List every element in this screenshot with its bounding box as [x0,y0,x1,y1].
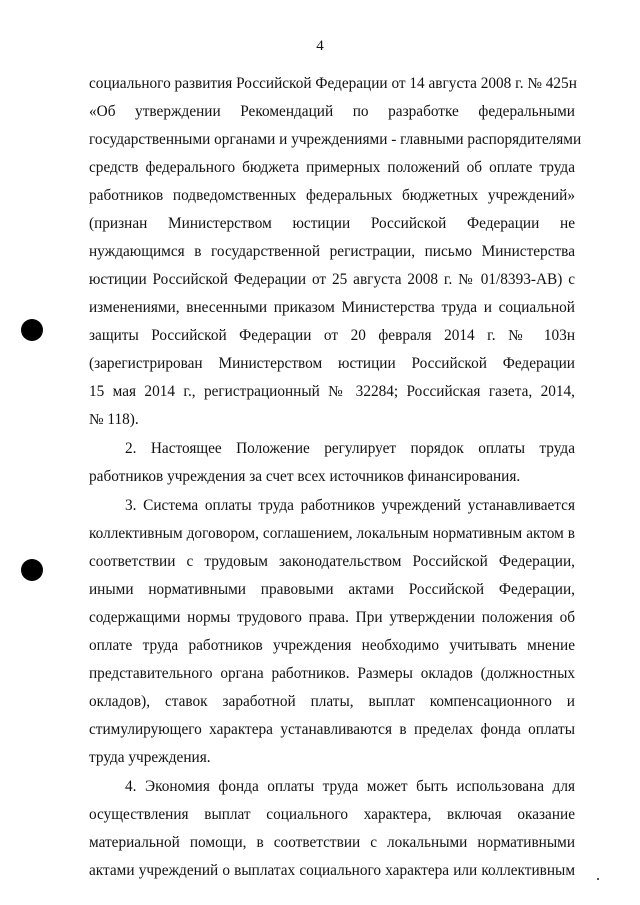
text-line: стимулирующего характера устанавливаются в пределах фонда оплаты [89,721,575,738]
text-line: коллективным договором, соглашением, локальным нормативным актом в [89,525,575,542]
scan-speck [597,878,599,880]
text-line: государственными органами и учреждениями - главными распорядителями [89,131,582,148]
text-line: 15 мая 2014 г., регистрационный № 32284; Российская газета, 2014, [89,383,575,400]
punch-hole-top [21,319,43,341]
text-line: труда учреждения. [89,749,211,766]
text-line: № 118). [89,411,139,428]
text-line: защиты Российской Федерации от 20 февраля 2014 г. № 103н [89,327,575,344]
paragraph-2-first-line: 2. Настоящее Положение регулирует порядок оплаты труда [125,440,575,457]
text-line: работников подведомственных федеральных бюджетных учреждений» [89,187,575,204]
text-line: «Об утверждении Рекомендаций по разработке федеральными [89,103,575,120]
text-line: представительного органа работников. Размеры окладов (должностных [89,665,575,682]
text-line: оплате труда работников учреждения необходимо учитывать мнение [89,637,575,654]
text-line: актами учреждений о выплатах социального характера или коллективным [89,862,575,879]
text-line: (признан Министерством юстиции Российской Федерации не [89,215,575,232]
text-line: соответствии с трудовым законодательством Российской Федерации, [89,553,575,570]
text-line: иными нормативными правовыми актами Российской Федерации, [89,581,575,598]
text-line: содержащими нормы трудового права. При утверждении положения об [89,609,575,626]
text-line: социального развития Российской Федерации от 14 августа 2008 г. № 425н [89,75,577,92]
text-line: осуществления выплат социального характера, включая оказание [89,806,575,823]
text-line: средств федерального бюджета примерных положений об оплате труда [89,159,575,176]
text-line: изменениями, внесенными приказом Министерства труда и социальной [89,299,575,316]
text-line: юстиции Российской Федерации от 25 августа 2008 г. № 01/8393-АВ) с [89,271,575,288]
paragraph-3-first-line: 3. Система оплаты труда работников учреждений устанавливается [125,497,575,514]
text-line: работников учреждения за счет всех источников финансирования. [89,468,521,485]
text-line: (зарегистрирован Министерством юстиции Российской Федерации [89,355,575,372]
text-line: нуждающимся в государственной регистрации, письмо Министерства [89,243,575,260]
text-line: материальной помощи, в соответствии с локальными нормативными [89,834,575,851]
text-line: окладов), ставок заработной платы, выплат компенсационного и [89,693,575,710]
punch-hole-bottom [21,559,43,581]
page-number: 4 [316,38,324,54]
paragraph-4-first-line: 4. Экономия фонда оплаты труда может быть использована для [125,778,575,795]
